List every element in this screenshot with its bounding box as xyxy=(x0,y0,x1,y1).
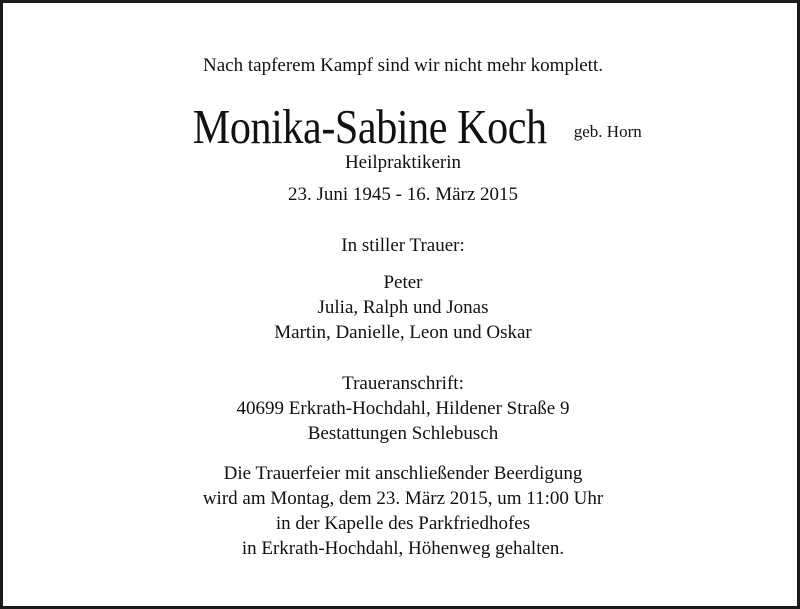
mourner-line: Julia, Ralph und Jonas xyxy=(317,297,489,318)
ceremony-line: in der Kapelle des Parkfriedhofes xyxy=(275,513,531,534)
name-row xyxy=(3,99,800,155)
undertaker: Bestattungen Schlebusch xyxy=(307,423,499,444)
address-label: Traueranschrift: xyxy=(342,373,464,394)
ceremony-line: in Erkrath-Hochdahl, Höhenweg gehalten. xyxy=(241,538,565,559)
ceremony-line: Die Trauerfeier mit anschließender Beerdigung xyxy=(223,463,583,484)
deceased-name: Monika-Sabine Koch xyxy=(193,99,547,154)
mourning-intro: In stiller Trauer: xyxy=(341,235,465,256)
mourner-line: Martin, Danielle, Leon und Oskar xyxy=(274,322,532,343)
ceremony-line: wird am Montag, dem 23. März 2015, um 11:00 Uhr xyxy=(202,488,604,509)
life-dates: 23. Juni 1945 - 16. März 2015 xyxy=(287,184,519,205)
opening-line: Nach tapferem Kampf sind wir nicht mehr komplett. xyxy=(203,55,603,76)
profession: Heilpraktikerin xyxy=(344,152,462,173)
address: 40699 Erkrath-Hochdahl, Hildener Straße 9 xyxy=(236,398,570,419)
mourner-line: Peter xyxy=(383,272,423,293)
birth-name: geb. Horn xyxy=(573,122,642,141)
